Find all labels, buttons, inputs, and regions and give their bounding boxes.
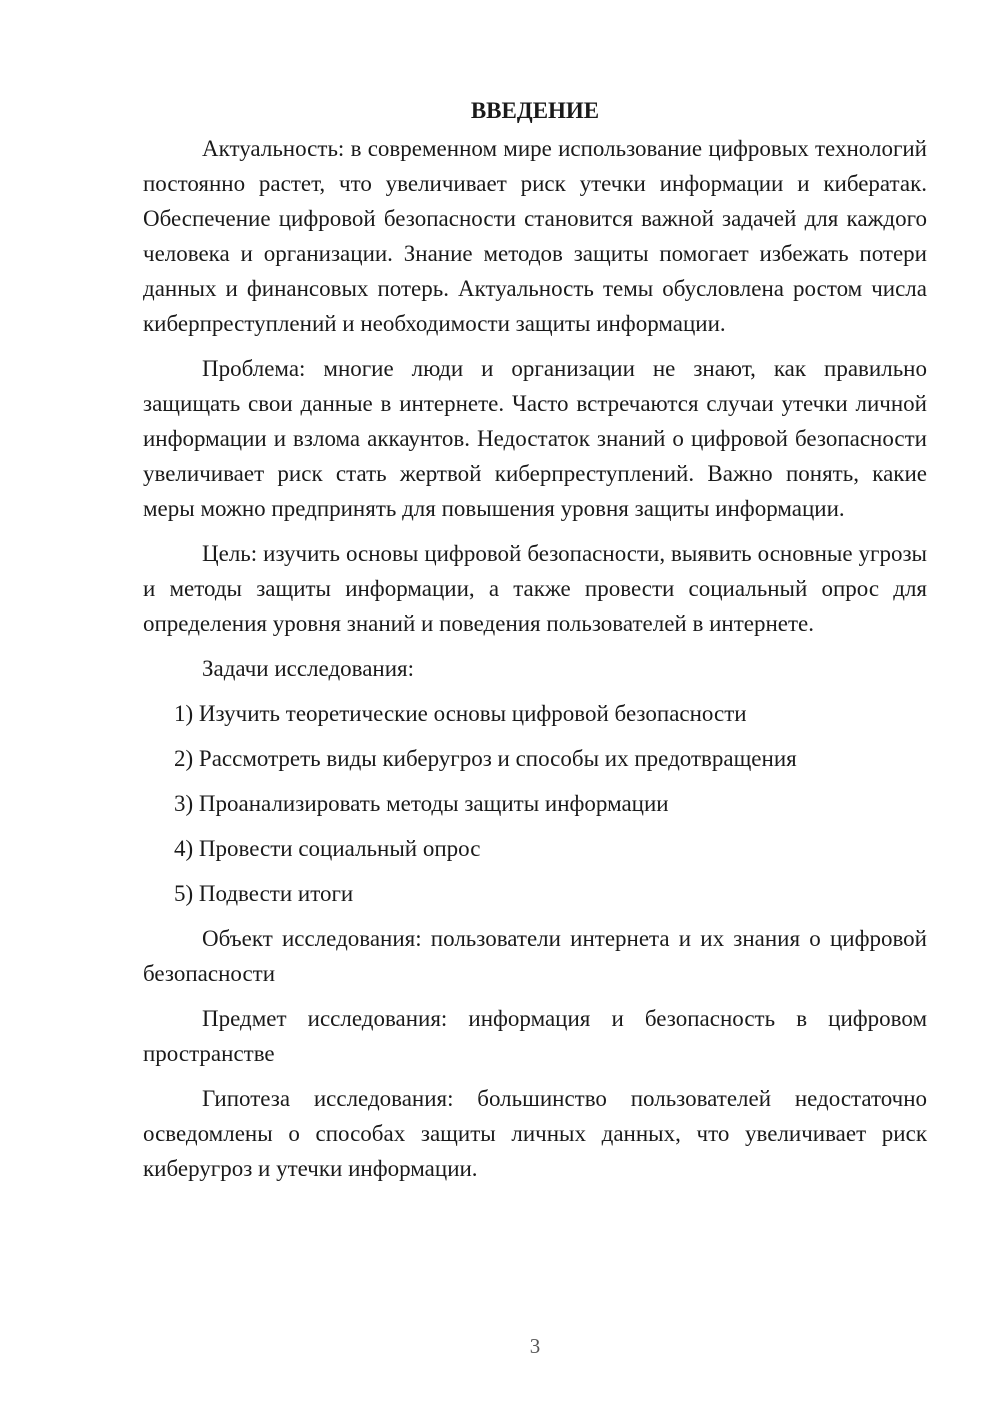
goal-paragraph: Цель: изучить основы цифровой безопасности, выявить основные угрозы и методы защиты информации, а также провести социальный опрос для определения уровня знаний и поведения пользователей в интернете.: [143, 541, 927, 636]
task-item-1: 1) Изучить теоретические основы цифровой безопасности: [174, 701, 747, 726]
document-page: [143, 98, 927, 1196]
tasks-heading: Задачи исследования:: [202, 656, 415, 681]
object-paragraph: Объект исследования: пользователи интернета и их знания о цифровой безопасности: [143, 926, 927, 986]
task-item-2: 2) Рассмотреть виды киберугроз и способы их предотвращения: [174, 746, 797, 771]
section-title: ВВЕДЕНИЕ: [470, 98, 600, 123]
task-item-5: 5) Подвести итоги: [174, 881, 354, 906]
task-item-4: 4) Провести социальный опрос: [174, 836, 481, 861]
problem-paragraph: Проблема: многие люди и организации не знают, как правильно защищать свои данные в интернете. Часто встречаются случаи утечки личной информации и взлома аккаунтов. Недостаток знаний о цифровой безопасности увеличивает риск стать жертвой киберпреступлений. Важно понять, какие меры можно предпринять для повышения уровня защиты информации.: [143, 356, 927, 521]
subject-paragraph: Предмет исследования: информация и безопасность в цифровом пространстве: [143, 1006, 927, 1066]
task-item-3: 3) Проанализировать методы защиты информации: [174, 791, 669, 816]
hypothesis-paragraph: Гипотеза исследования: большинство пользователей недостаточно осведомлены о способах защиты личных данных, что увеличивает риск киберугроз и утечки информации.: [143, 1086, 927, 1181]
relevance-paragraph: Актуальность: в современном мире использование цифровых технологий постоянно растет, что увеличивает риск утечки информации и кибератак. Обеспечение цифровой безопасности становится важной задачей для каждого человека и организации. Знание методов защиты помогает избежать потери данных и финансовых потерь. Актуальность темы обусловлена ростом числа киберпреступлений и необходимости защиты информации.: [143, 136, 927, 336]
page-number: 3: [529, 1334, 541, 1358]
